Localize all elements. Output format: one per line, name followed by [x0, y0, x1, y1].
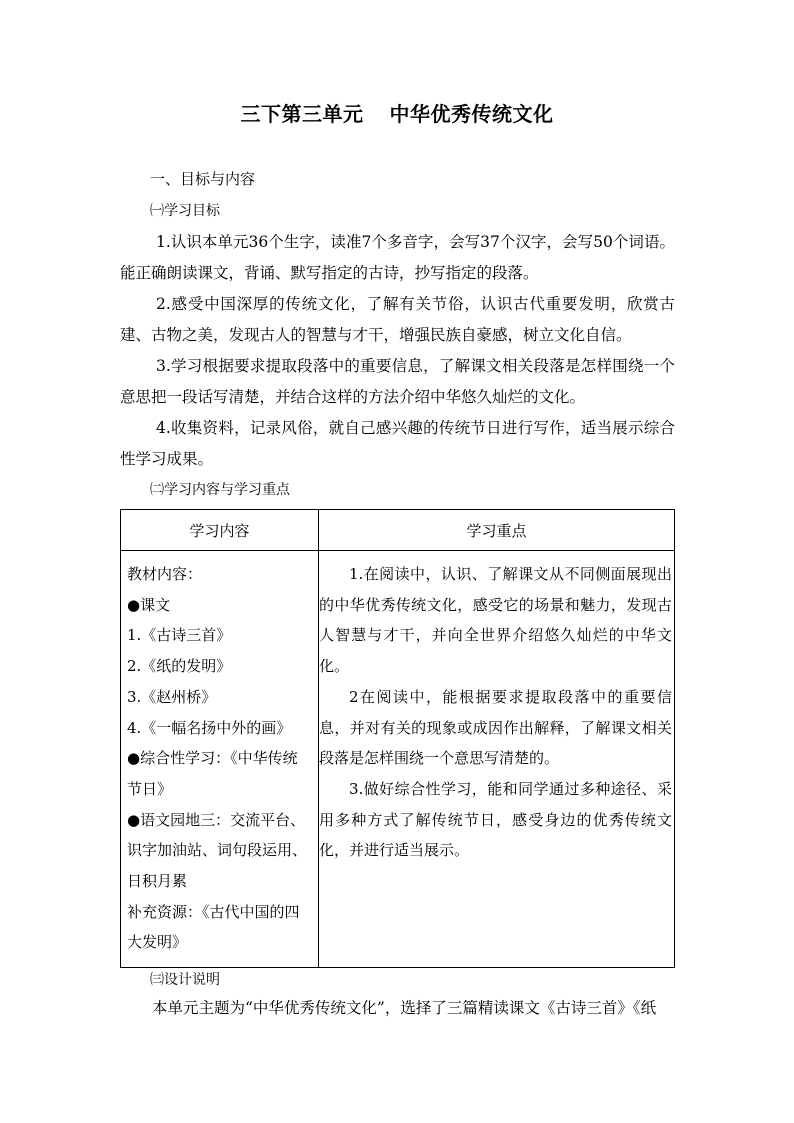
goal-paragraph-2: 2.感受中国深厚的传统文化，了解有关节俗，认识古代重要发明，欣赏古建、古物之美，发现古人的智慧与才干，增强民族自豪感，树立文化自信。 — [120, 295, 675, 344]
page-title — [0, 98, 794, 127]
list-item: 3.《赵州桥》 — [127, 687, 217, 706]
table-row — [121, 551, 675, 968]
section-heading: 一、目标与内容 — [150, 170, 256, 188]
list-item: ●课文 — [127, 595, 171, 614]
list-item: 日积月累 — [127, 872, 188, 891]
list-item: ●语文园地三：交流平台、 — [127, 810, 306, 829]
list-item: 节日》 — [127, 779, 173, 798]
subheading-goals: ㈠学习目标 — [150, 203, 220, 219]
focus-paragraph-3: 3.做好综合性学习，能和同学通过多种途径、采用多种方式了解传统节日，感受身边的优秀传统文化，并进行适当展示。 — [319, 779, 672, 860]
learning-content-cell — [121, 551, 319, 968]
list-item: 4.《一幅名扬中外的画》 — [127, 718, 292, 737]
table-header-row — [121, 510, 675, 551]
goal-paragraph-3: 3.学习根据要求提取段落中的重要信息，了解课文相关段落是怎样围绕一个意思把一段话写清楚，并结合这样的方法介绍中华悠久灿烂的文化。 — [120, 357, 675, 406]
learning-focus-cell — [319, 551, 675, 968]
list-item: 大发明》 — [127, 933, 188, 952]
list-item: ●综合性学习：《中华传统 — [127, 749, 298, 768]
list-item: 教材内容： — [127, 565, 203, 583]
goal-paragraph-1: 1.认识本单元36个生字，读准7个多音字，会写37个汉字，会写50个词语。能正确朗读课文，背诵、默写指定的古诗，抄写指定的段落。 — [120, 233, 675, 282]
subheading-design: ㈢设计说明 — [150, 972, 220, 988]
focus-paragraph-2: 2在阅读中，能根据要求提取段落中的重要信息，并对有关的现象或成因作出解释，了解课文相关段落是怎样围绕一个意思写清楚的。 — [319, 687, 672, 768]
list-item: 识字加油站、词句段运用、 — [127, 841, 308, 860]
content-table — [120, 509, 675, 968]
title-theme: 中华优秀传统文化 — [389, 102, 554, 126]
header-learning-focus: 学习重点 — [319, 510, 675, 551]
goal-paragraph-4: 4.收集资料，记录风俗，就自己感兴趣的传统节日进行写作，适当展示综合性学习成果。 — [120, 419, 675, 468]
header-learning-content: 学习内容 — [121, 510, 319, 551]
list-item: 2.《纸的发明》 — [127, 657, 232, 676]
subheading-content: ㈡学习内容与学习重点 — [150, 482, 290, 498]
focus-paragraph-1: 1.在阅读中，认识、了解课文从不同侧面展现出的中华优秀传统文化，感受它的场景和魅力，发现古人智慧与才干，并向全世界介绍悠久灿烂的中华文化。 — [319, 565, 672, 676]
list-item: 1.《古诗三首》 — [127, 626, 232, 645]
list-item: 补充资源：《古代中国的四 — [127, 902, 300, 921]
design-paragraph: 本单元主题为“中华优秀传统文化”，选择了三篇精读课文《古诗三首》《纸 — [152, 999, 657, 1017]
title-unit: 三下第三单元 — [240, 102, 364, 126]
